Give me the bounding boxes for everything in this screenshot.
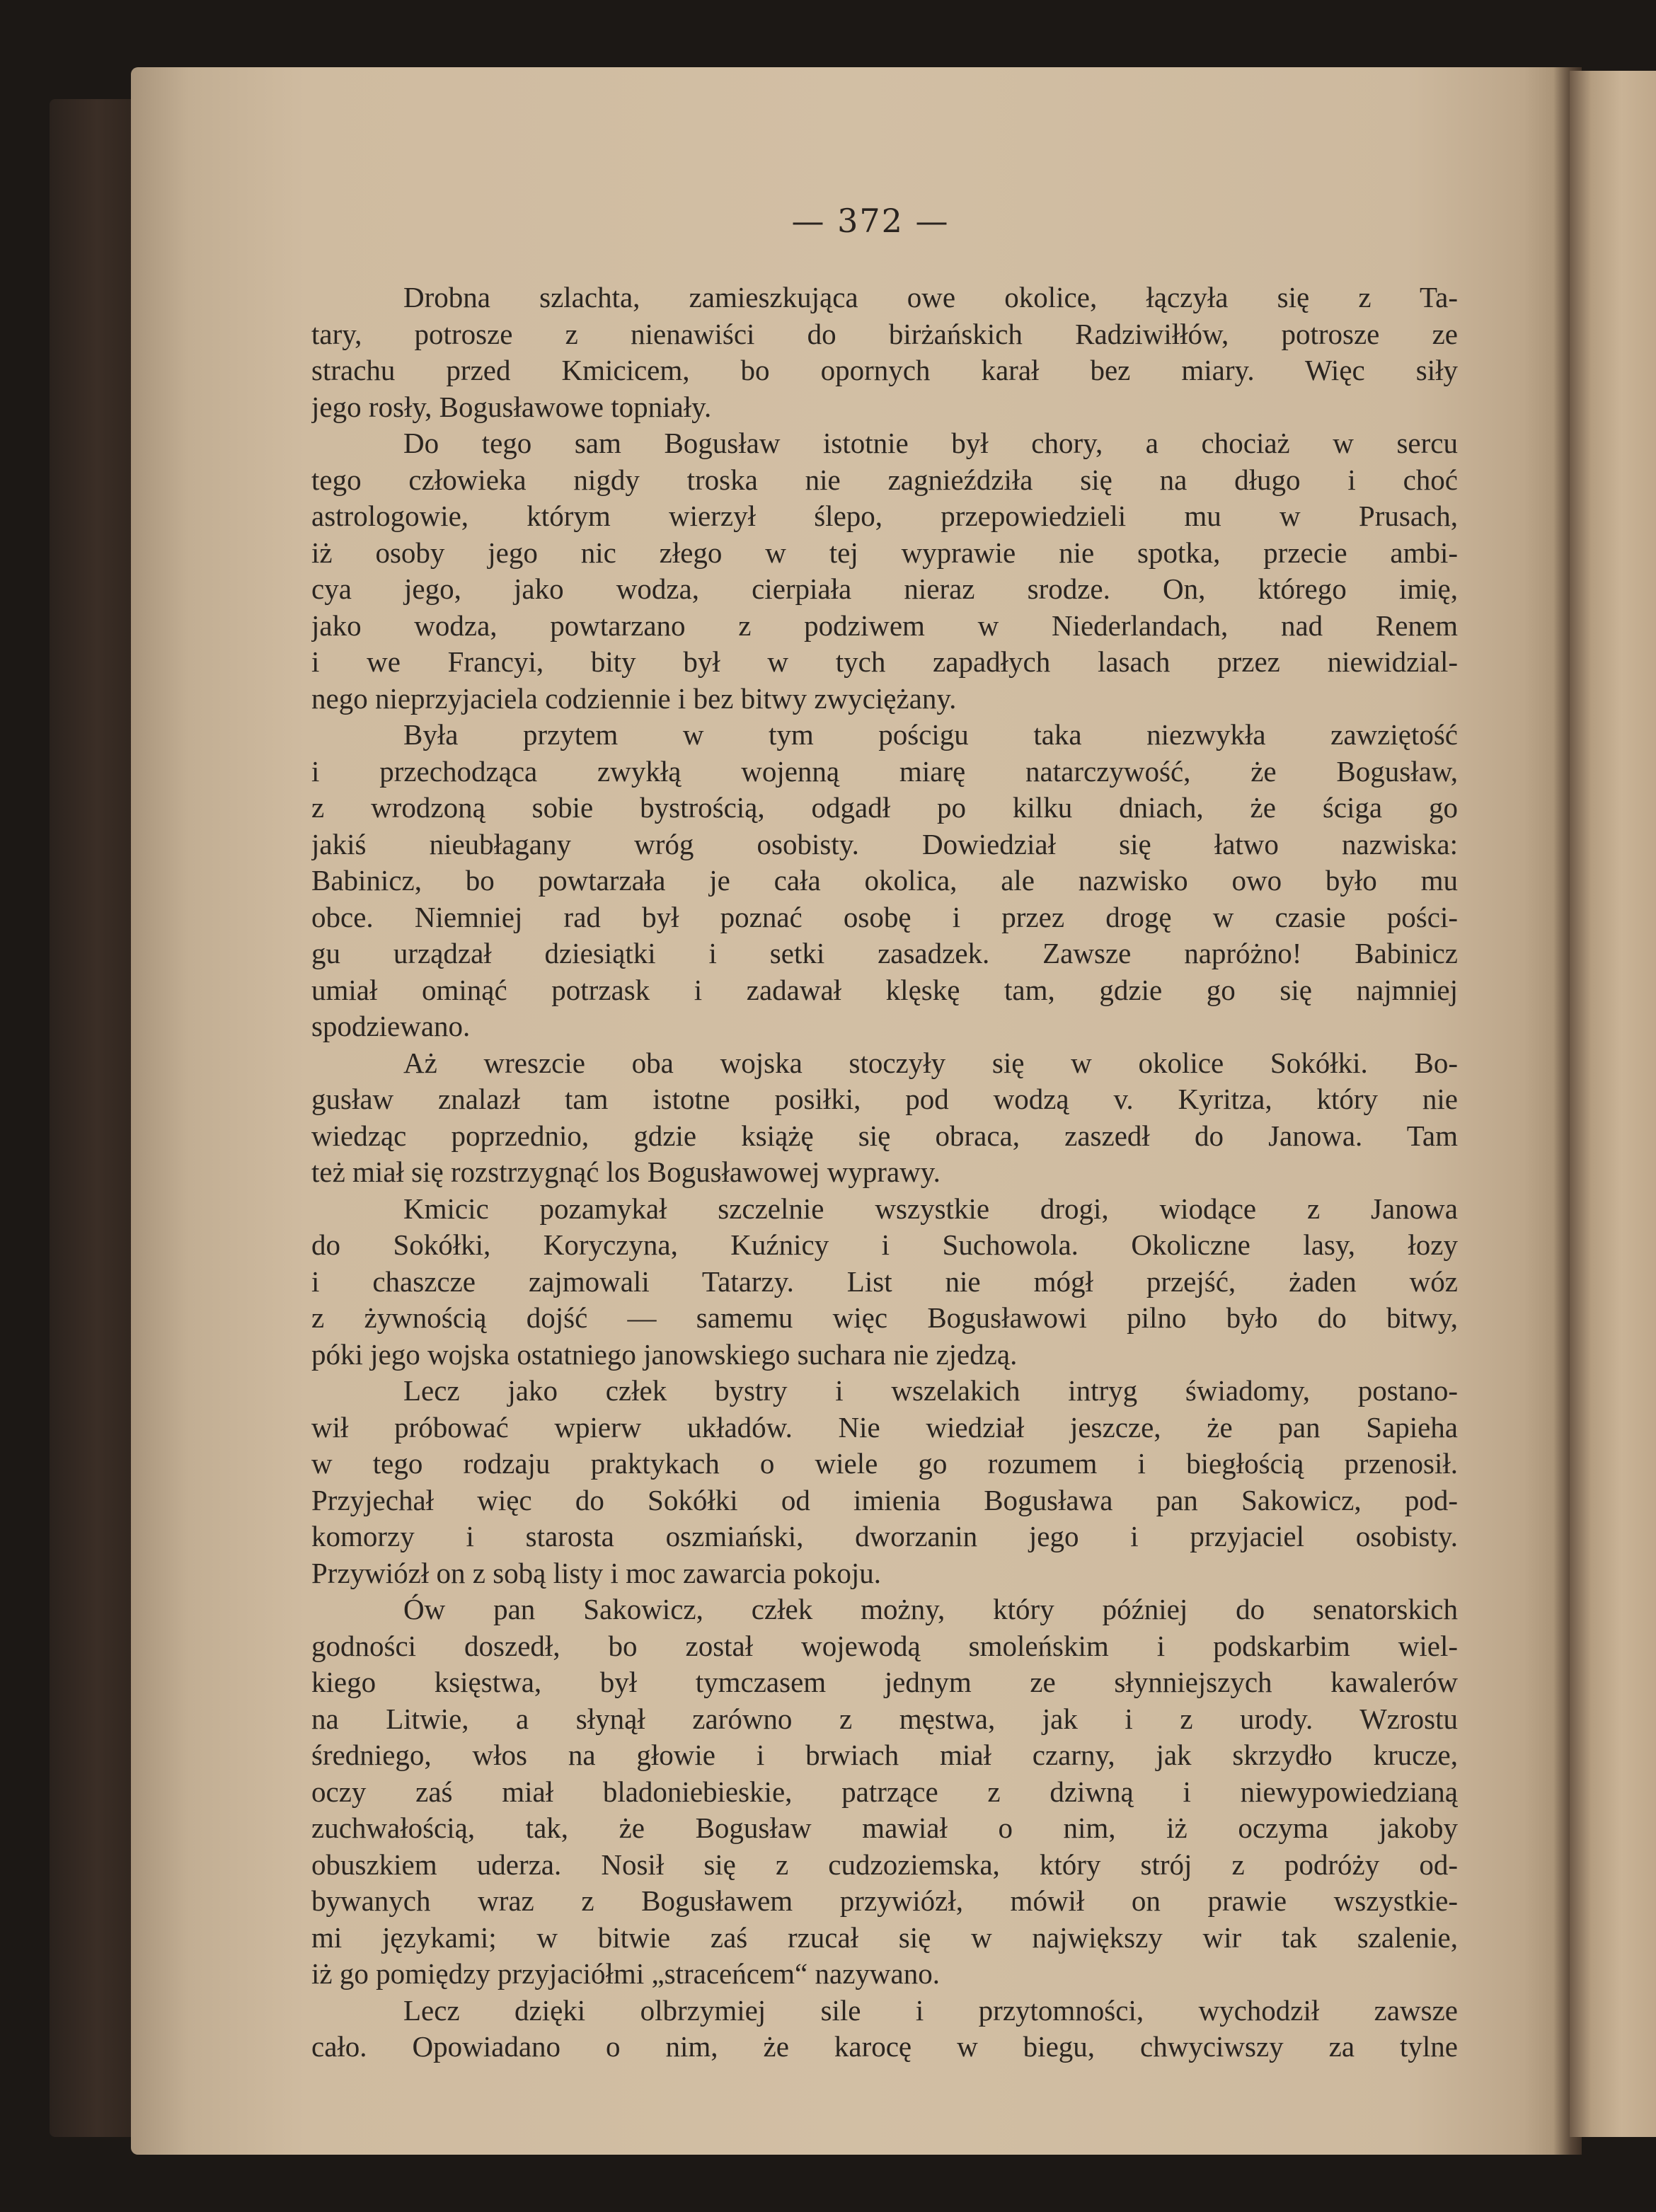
text-line: Ów pan Sakowicz, człek możny, który później do senatorskich (403, 1593, 1458, 1625)
text-line: Do tego sam Bogusław istotnie był chory, a chociaż w sercu (403, 427, 1458, 459)
text-line: jego rosły, Bogusławowe topniały. (311, 390, 712, 423)
text-line: póki jego wojska ostatniego janowskiego suchara nie zjedzą. (311, 1337, 1018, 1371)
text-line: Lecz dzięki olbrzymiej sile i przytomności, wychodził zawsze (403, 1993, 1458, 2027)
text-line: wiedząc poprzednio, gdzie książę się obraca, zaszedł do Janowa. Tam (311, 1119, 1458, 1152)
text-line: Była przytem w tym pościgu taka niezwykła zawziętość (403, 718, 1458, 751)
text-line: astrologowie, którym wierzył ślepo, przepowiedzieli mu w Prusach, (311, 500, 1458, 532)
text-line: gusław znalazł tam istotne posiłki, pod wodzą v. Kyritza, który nie (311, 1083, 1458, 1115)
text-line: i chaszcze zajmowali Tatarzy. List nie mógł przejść, żaden wóz (311, 1265, 1458, 1298)
text-line: strachu przed Kmicicem, bo opornych karał bez miary. Więc siły (311, 354, 1458, 386)
text-line: na Litwie, a słynął zarówno z męstwa, jak i z urody. Wzrostu (311, 1702, 1458, 1735)
text-line: i przechodząca zwykłą wojenną miarę natarczywość, że Bogusław, (311, 754, 1458, 788)
text-line: w tego rodzaju praktykach o wiele go rozumem i biegłością przenosił. (311, 1447, 1458, 1480)
page-text (311, 280, 1458, 2066)
text-line: cya jego, jako wodza, cierpiała nieraz srodze. On, którego imię, (311, 572, 1458, 605)
text-line: mi językami; w bitwie zaś rzucał się w największy wir tak szalenie, (311, 1920, 1458, 1954)
text-line: wił próbować wpierw układów. Nie wiedział jeszcze, że pan Sapieha (311, 1410, 1458, 1444)
text-line: jako wodza, powtarzano z podziwem w Niederlandach, nad Renem (311, 609, 1458, 642)
text-line: umiał ominąć potrzask i zadawał klęskę tam, gdzie go się najmniej (311, 973, 1458, 1006)
text-line: Przywiózł on z sobą listy i moc zawarcia pokoju. (311, 1556, 881, 1589)
text-line: kiego księstwa, był tymczasem jednym ze słynniejszych kawalerów (311, 1666, 1458, 1698)
text-line: obuszkiem uderza. Nosił się z cudzoziemska, który strój z podróży od- (311, 1848, 1458, 1881)
text-line: zuchwałością, tak, że Bogusław mawiał o nim, iż oczyma jakoby (311, 1811, 1458, 1844)
text-line: Aż wreszcie oba wojska stoczyły się w okolice Sokółki. Bo- (403, 1046, 1458, 1079)
text-line: tary, potrosze z nienawiści do birżańskich Radziwiłłów, potrosze ze (311, 317, 1458, 350)
text-line: obce. Niemniej rad był poznać osobę i przez drogę w czasie pości- (311, 900, 1458, 933)
text-line: bywanych wraz z Bogusławem przywiózł, mówił on prawie wszystkie- (311, 1884, 1458, 1917)
text-line: godności doszedł, bo został wojewodą smoleńskim i podskarbim wiel- (311, 1629, 1458, 1662)
text-line: komorzy i starosta oszmiański, dworzanin jego i przyjaciel osobisty. (311, 1520, 1458, 1553)
text-line: iż go pomiędzy przyjaciółmi „straceńcem“ nazywano. (311, 1957, 940, 1990)
text-line: Kmicic pozamykał szczelnie wszystkie drogi, wiodące z Janowa (403, 1192, 1458, 1225)
text-line: oczy zaś miał bladoniebieskie, patrzące z dziwną i niewypowiedzianą (311, 1775, 1458, 1808)
text-line: cało. Opowiadano o nim, że karocę w biegu, chwyciwszy za tylne (311, 2030, 1458, 2063)
text-line: z wrodzoną sobie bystrością, odgadł po kilku dniach, że ściga go (311, 791, 1458, 824)
text-line: gu urządzał dziesiątki i setki zasadzek. Zawsze napróżno! Babinicz (311, 937, 1458, 969)
text-line: iż osoby jego nic złego w tej wyprawie nie spotka, przecie ambi- (311, 536, 1458, 569)
text-line: jakiś nieubłagany wróg osobisty. Dowiedział się łatwo nazwiska: (311, 827, 1458, 860)
text-line: Babinicz, bo powtarzała je cała okolica, ale nazwisko owo było mu (311, 864, 1458, 897)
text-line: tego człowieka nigdy troska nie zagnieździła się na długo i choć (311, 463, 1458, 496)
text-line: Przyjechał więc do Sokółki od imienia Bogusława pan Sakowicz, pod- (311, 1483, 1458, 1516)
text-line: Lecz jako człek bystry i wszelakich intryg świadomy, postano- (403, 1374, 1458, 1407)
page-number: — 372 — (791, 202, 950, 240)
text-line: i we Francyi, bity był w tych zapadłych lasach przez niewidzial- (311, 645, 1458, 678)
text-line: też miał się rozstrzygnąć los Bogusławowej wyprawy. (311, 1156, 941, 1188)
text-line: z żywnością dojść — samemu więc Bogusławowi pilno było do bitwy, (311, 1301, 1458, 1334)
text-line: nego nieprzyjaciela codziennie i bez bitwy zwyciężany. (311, 681, 957, 715)
text-line: średniego, włos na głowie i brwiach miał czarny, jak skrzydło krucze, (311, 1739, 1458, 1771)
text-line: spodziewano. (311, 1010, 471, 1042)
text-line: do Sokółki, Koryczyna, Kuźnicy i Suchowola. Okoliczne lasy, łozy (311, 1228, 1458, 1261)
facing-page-edge (1570, 71, 1656, 2137)
text-line: Drobna szlachta, zamieszkująca owe okolice, łączyła się z Ta- (403, 281, 1458, 313)
